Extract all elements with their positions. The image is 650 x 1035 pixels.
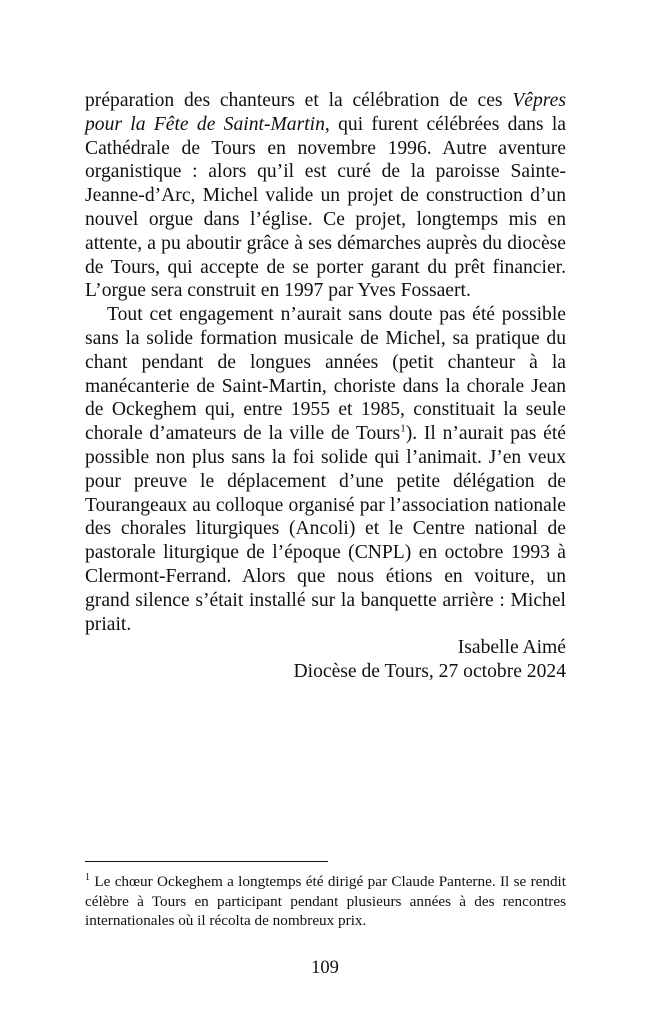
signature-place-date: Diocèse de Tours, 27 octobre 2024 [293,661,566,683]
footnote-1 [85,872,566,931]
signature-author: Isabelle Aimé [457,637,566,659]
footnote-reference: 1 [400,422,406,435]
paragraph-1 [85,89,566,303]
paragraph-1-text-end: , qui furent célébrées dans la Cathédrale de Tours en novembre 1996. Autre aventure organistique : alors qu’il est curé de la paroisse Sainte-Jeanne-d’Arc, Michel valide un projet de construction d’un nouvel orgue dans l’église. Ce projet, longtemps mis en attente, a pu aboutir grâce à ses démarches auprès du diocèse de Tours, qui accepte de se porter garant du prêt financier. L’orgue sera construit en 1997 par Yves Fossaert. [85,113,566,302]
paragraph-2 [85,303,566,636]
page-body [85,89,566,684]
vepres-title: Vêpres pour la Fête de Saint-Martin [85,90,566,135]
paragraph-2-text-end: ). Il n’aurait pas été possible non plus sans la foi solide qui l’animait. J’en veux pour preuve le déplacement d’une petite délégation de Tourangeaux au colloque organisé par l’association nationale des chorales liturgiques (Ancoli) et le Centre national de pastorale liturgique de l’époque (CNPL) en octobre 1993 à Clermont-Ferrand. Alors que nous étions en voiture, un grand silence s’était installé sur la banquette arrière : Michel priait. [85,423,566,635]
footnote-marker: 1 [85,871,90,883]
paragraph-1-text-start: préparation des chanteurs et la célébration de ces [85,90,513,111]
footnote-separator [85,861,328,862]
footnote-text: Le chœur Ockeghem a longtemps été dirigé par Claude Panterne. Il se rendit célèbre à Tours en participant pendant plusieurs années à des rencontres internationales où il récolta de nombreux prix. [85,873,566,929]
paragraph-2-text-start: Tout cet engagement n’aurait sans doute pas été possible sans la solide formation musicale de Michel, sa pratique du chant pendant de longues années (petit chanteur à la manécanterie de Saint-Martin, choriste dans la chorale Jean de Ockeghem qui, entre 1955 et 1985, constituait la seule chorale d’amateurs de la ville de Tours [85,304,566,445]
footnotes [85,872,566,931]
page-number: 109 [311,958,339,978]
